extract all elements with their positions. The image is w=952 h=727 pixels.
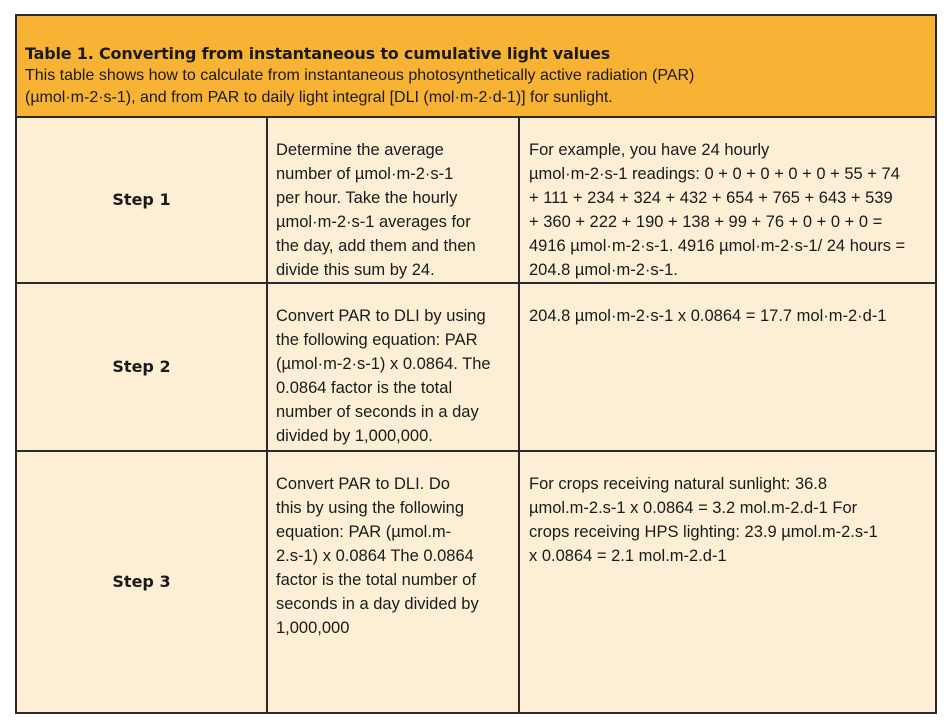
step-cell (17, 118, 268, 282)
instruction-line: the following equation: PAR (276, 331, 478, 349)
table-row-step-2 (17, 284, 935, 452)
table-description (25, 65, 925, 109)
instruction-line: this by using the following (276, 499, 465, 517)
table-header (17, 16, 935, 118)
step-cell (17, 284, 268, 450)
table-title: Table 1. Converting from instantaneous to cumulative light values (25, 44, 611, 63)
instruction-line: (µmol·m-2·s-1) x 0.0864. The (276, 355, 491, 373)
example-line: For crops receiving natural sunlight: 36.8 (529, 475, 828, 493)
instruction-line: seconds in a day divided by (276, 595, 479, 613)
example-line: 4916 µmol·m-2·s-1. 4916 µmol·m-2·s-1/ 24 hours = (529, 237, 906, 255)
table-description-line: This table shows how to calculate from instantaneous photosynthetically active radiation (PAR) (25, 67, 695, 84)
table-row-step-1 (17, 118, 935, 284)
conversion-table (15, 14, 937, 714)
instruction-line: 1,000,000 (276, 619, 350, 637)
instruction-line: factor is the total number of (276, 571, 476, 589)
step-cell (17, 452, 268, 712)
instruction-line: 2.s-1) x 0.0864 The 0.0864 (276, 547, 474, 565)
example-cell (520, 118, 935, 282)
instruction-line: divide this sum by 24. (276, 261, 435, 279)
example-line: crops receiving HPS lighting: 23.9 µmol.m-2.s-1 (529, 523, 878, 541)
step-label: Step 1 (112, 190, 171, 209)
instruction-cell (268, 284, 520, 450)
instruction-cell (268, 452, 520, 712)
instruction-line: number of seconds in a day (276, 403, 479, 421)
example-line: + 111 + 234 + 324 + 432 + 654 + 765 + 643 + 539 (529, 189, 893, 207)
instruction-line: divided by 1,000,000. (276, 427, 433, 445)
instruction-line: per hour. Take the hourly (276, 189, 458, 207)
instruction-line: µmol·m-2·s-1 averages for (276, 213, 471, 231)
example-line: x 0.0864 = 2.1 mol.m-2.d-1 (529, 547, 727, 565)
example-line: µmol.m-2.s-1 x 0.0864 = 3.2 mol.m-2.d-1 For (529, 499, 858, 517)
table-description-line: (µmol·m-2·s-1), and from PAR to daily light integral [DLI (mol·m-2·d-1)] for sunlight. (25, 89, 613, 106)
instruction-cell (268, 118, 520, 282)
example-line: µmol·m-2·s-1 readings: 0 + 0 + 0 + 0 + 0 + 55 + 74 (529, 165, 900, 183)
example-line: For example, you have 24 hourly (529, 141, 770, 159)
example-line: 204.8 µmol·m-2·s-1 x 0.0864 = 17.7 mol·m-2·d-1 (529, 307, 887, 325)
instruction-line: Convert PAR to DLI by using (276, 307, 486, 325)
instruction-line: Convert PAR to DLI. Do (276, 475, 450, 493)
instruction-line: the day, add them and then (276, 237, 476, 255)
table-row-step-3 (17, 452, 935, 712)
instruction-line: Determine the average (276, 141, 444, 159)
example-line: + 360 + 222 + 190 + 138 + 99 + 76 + 0 + 0 + 0 = (529, 213, 883, 231)
instruction-line: 0.0864 factor is the total (276, 379, 453, 397)
example-cell (520, 284, 935, 450)
instruction-line: number of µmol·m-2·s-1 (276, 165, 454, 183)
step-label: Step 2 (112, 357, 171, 376)
instruction-line: equation: PAR (µmol.m- (276, 523, 452, 541)
example-line: 204.8 µmol·m-2·s-1. (529, 261, 678, 279)
example-cell (520, 452, 935, 712)
step-label: Step 3 (112, 572, 171, 591)
